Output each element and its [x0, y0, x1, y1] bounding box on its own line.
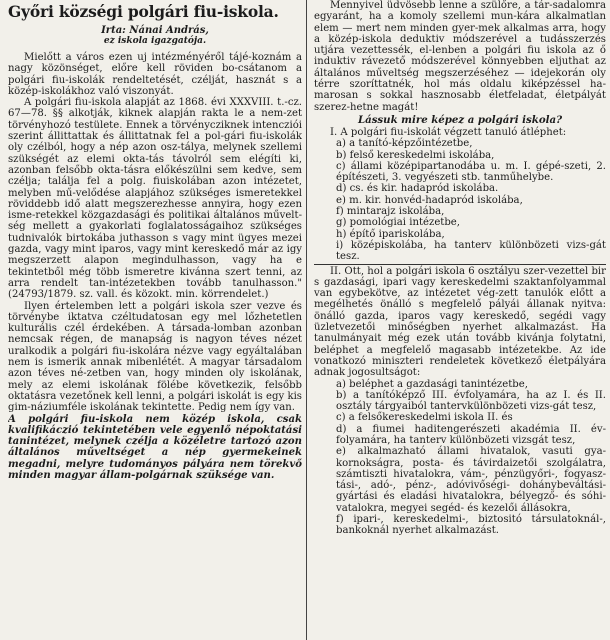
list-item: d) a fiumei haditengerészeti akadémia II. év-folyamára, ha tanterv különbözeti vizsgát tesz, [336, 423, 606, 446]
list-item: e) alkalmazható állami hivatalok, vasuti gya-kornokságra, posta- és távirdaizetői szolgálatra, számtiszti hivatalokra, vám-, pénzügyőri-, fogyasz-tási-, adó-, pénz-, adóvivőségi- dohánybeváltási-gyártási és eladási hivatalokra, bélyegző- és sóhi-vatalokra, megyei segéd- és kezelői állásokra, [336, 446, 606, 514]
intro-paragraph: Mielőtt a város ezen uj intézményéről tájé-koznám a nagy közönséget, előre kell röviden bo-csátanom a polgári fiu-iskolák rendeltetését, czélját, hasznát s a közép-iskolákhoz való viszonyát. [8, 52, 302, 97]
italic-statement: A polgári fiu-iskola nem közép iskola, csak kvalifikáczió tekintetében vele egyenlő népoktatási tanintézet, melynek czélja a közéletre tartozó azon általános műveltséget a nép gyermekeinek megadni, melyre tudományos pályára nem törekvő minden magyar állam-polgárnak szüksége van. [8, 413, 302, 481]
author-role: ez iskola igazgatója. [103, 36, 207, 46]
list-item: h) építő ipariskolába, [336, 228, 445, 240]
section-heading: Lássuk mire képez a polgári iskola? [357, 113, 563, 126]
list-item: b) a tanítóképző III. évfolyamára, ha az I. és II. osztály tárgyaiból tantervkülönbözeti vizs-gát tesz, [336, 389, 606, 413]
separator-line [314, 264, 606, 265]
section1-list [314, 138, 606, 262]
list-item: b) felső kereskedelmi iskolába, [336, 149, 495, 161]
list-item: e) m. kir. honvéd-hadapród iskolába, [336, 194, 523, 206]
list-item: c) állami középipartanodába u. m. I. gépé-szeti, 2. építészeti, 3. vegyészeti stb. tanműhelybe. [336, 160, 606, 184]
list-item: f) mintarajz iskolába, [336, 206, 445, 218]
right-column [314, 0, 606, 640]
column-divider [306, 0, 307, 640]
list-item: c) a felsőkereskedelmi iskola II. és [336, 412, 513, 424]
benefit-paragraph: Mennyivel üdvösebb lenne a szülőre, a tár-sadalomra egyaránt, ha a komoly szellemi mun-kára alkalmatlan elem — mert nem minden gyer-mek alkalmas arra, hogy a közép-iskola deduktiv módszerével a tudásszerzés utjára vezettessék, el-lenben a polgári fiu iskola az ő induktiv rávezető módszerével könnyebben eljuthat az általános műveltség megszerzéséhez — idejekorán oly térre szoríttatnék, hol más oldalu kiképzéssel ha-marosan s sokkal hasznosabb életfeladat, életpályát szerez-hetne magát! [314, 0, 606, 113]
list-item: g) pomológiai intézetbe, [336, 217, 460, 229]
law-paragraph: A polgári fiu-iskola alapját az 1868. évi XXXVIII. t.-cz. 67—78. §§ alkotják, kiknek alapján rakta le a nem-zet törvényhozó testülete. Ennek a törvénycziknek intencziói szerint állittattak és állittatnak fel a pol-gári fiu-iskolák oly czélból, hogy a nép azon osz-tálya, melynek szellemi szükségét az elemi okta-tás távolról sem elégíti ki, azonban felsőbb okta-tásra előkészülni sem kedve, sem czélja; találja fel a polg. fiuiskolában azon intézetet, melyben mű-velődése alapjához szükséges ismeretekkel röviddebb idő alatt megszerezhesse annyira, hogy ezen isme-retekkel közgazdasági és politikai általános művelt-ség mellett a gyakorlati foglalatosságaihoz szükséges tudnivalók birtokába juthasson s vagy mint ügyes mezei gazda, vagy mint iparos, vagy mint kereskedő már az igy megszerzett alapon megindulhasson, vagy ha e tekintetből még több ismeretre kivánna szert tenni, az arra rendelt tan-intézetekben tovább tanulhasson." (24793/1879. sz. vall. és közokt. min. körrendelet.) [8, 97, 302, 301]
article-title: Győri községi polgári fiu-iskola. [8, 2, 279, 21]
list-item: i) középiskolába, ha tanterv különbözeti vizs-gát tesz. [336, 239, 606, 263]
section2-intro: II. Ott, hol a polgári iskola 6 osztályu szer-vezettel bir s gazdasági, ipari vagy kereskedelmi szaktanfolyammal van egybekötve, az intézetet vég-zett tanulók előtt a megélhetés önálló s megfelelő pályái állanak nyitva: önálló gazda, iparos vagy kereskedő, segédi vagy üzletvezetői minőségben nyerhet alkalmazást. Ha tanulmányait még ezek után tovább kivánja folytatni, beléphet a megfelelő magasabb intézetekbe. Az ide vonatkozó miniszteri rendeletek következő életpályára adnak jogosultságot: [314, 265, 606, 379]
society-paragraph: Ilyen értelemben lett a polgári iskola szer vezve és törvénybe iktatva czéltudatosan egy mel lőzhetetlen kulturális czél érdekében. A társada-lomban azonban nemcsak régen, de manapság is nagyon téves nézet uralkodik a polgári fiu-iskolára nézve vagy egyáltalában nem is ismerik annak mibenlétét. A magyar társadalom azon téves né-zetben van, hogy minden oly iskolának, mely az elemi iskolának fölébe következik, felsőbb oktatásra vezetőnek kell lenni, a polgári iskolát is egy kis gim-náziumféle iskolának tekintette. Pedig nem így van. [8, 300, 302, 414]
list-item: a) beléphet a gazdasági tanintézetbe, [336, 378, 528, 390]
section1-intro: I. A polgári fiu-iskolát végzett tanuló átléphet: [330, 126, 567, 138]
list-item: f) ipari-, kereskedelmi-, biztositó társulatoknál-, bankoknál nyerhet alkalmazást. [336, 514, 606, 537]
list-item: a) a tanító-képzőintézetbe, [336, 138, 473, 150]
list-item: d) cs. és kir. hadapród iskolába. [336, 183, 499, 195]
article-author: Irta: Nánai András, [101, 25, 209, 36]
left-column [8, 0, 302, 640]
section2-list [314, 379, 606, 537]
